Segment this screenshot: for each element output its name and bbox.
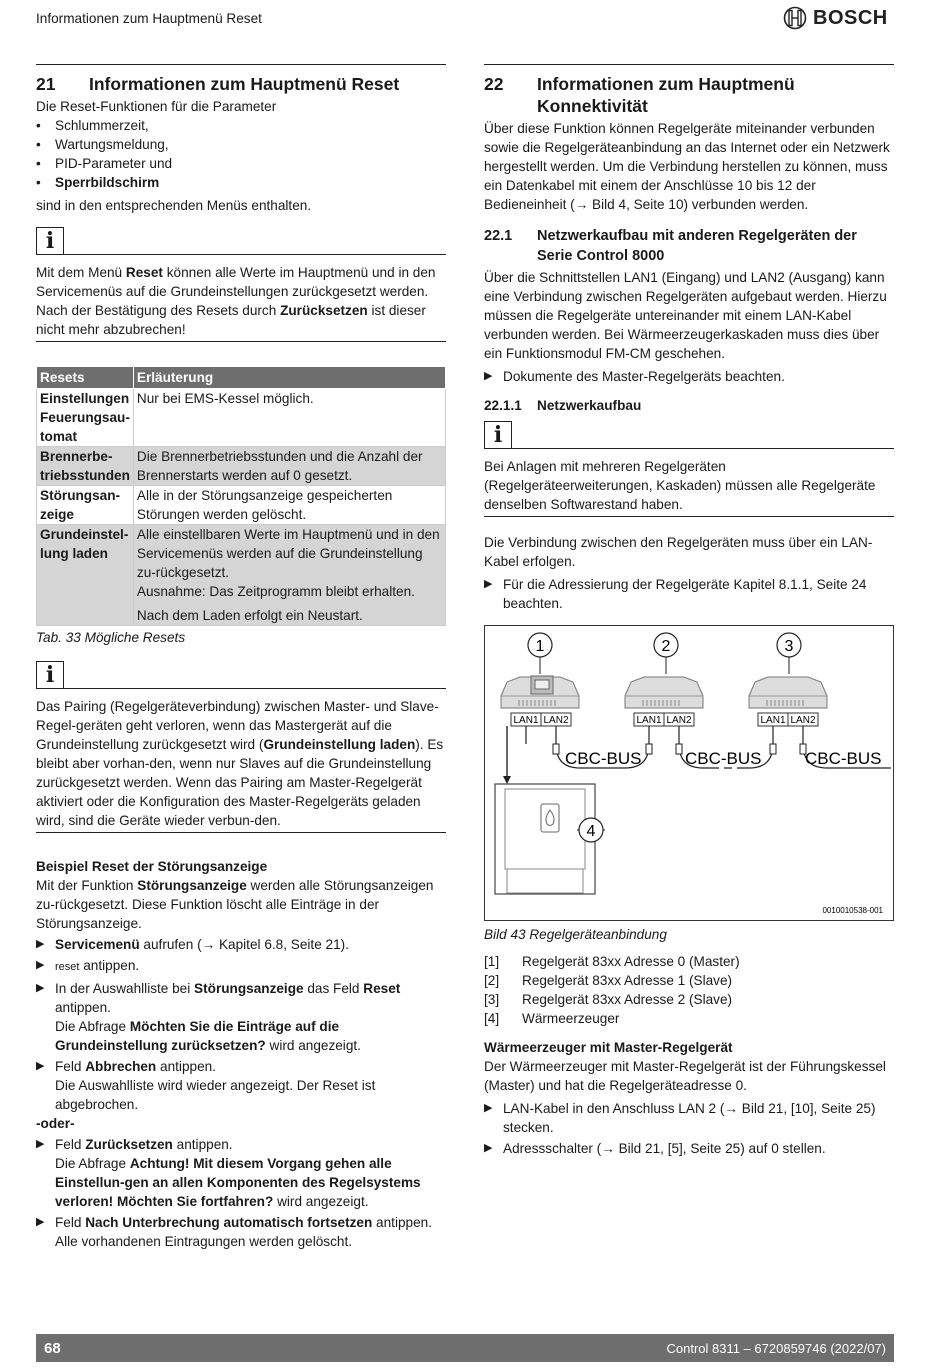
svg-text:LAN1: LAN1 xyxy=(636,715,662,726)
callout-1 xyxy=(528,633,552,674)
controller-slave-2 xyxy=(749,677,827,708)
step-item: ▶ Adressschalter (→ Bild 21, [5], Seite 25) auf 0 stellen. xyxy=(484,1141,826,1156)
table-header: Resets xyxy=(37,367,134,389)
example-heading: Beispiel Reset der Störungsanzeige xyxy=(36,859,268,874)
lan-labels xyxy=(511,713,818,726)
legend-list xyxy=(484,952,894,1028)
info-icon: i xyxy=(36,661,64,689)
info-box-pairing: i Das Pairing (Regelgeräteverbindung) zwischen Master- und Slave-Regel-geräten geht verloren, wenn das Mastergerät auf die Grundeinstellung zurückgesetzt wird (Grundeinstellung laden). Es bleibt aber vorhan-den, wenn nur Slaves auf die Grundeinstellung zurückgesetzt werden. Wenn das Pairing am Master-Regelgerät aktiviert oder die Konfiguration des Master-Regelgeräts geladen wird, sind die Geräte wieder verbun-den. xyxy=(36,661,446,833)
legend-item: [3] Regelgerät 83xx Adresse 2 (Slave) xyxy=(484,992,733,1007)
svg-text:4: 4 xyxy=(586,823,596,840)
svg-text:CBC-BUS: CBC-BUS xyxy=(565,749,642,768)
callout-2 xyxy=(654,633,678,674)
step-item: ▶ reset antippen. xyxy=(36,958,140,973)
heat-generator xyxy=(495,784,595,894)
table-header: Erläuterung xyxy=(133,367,445,389)
example-text: Mit der Funktion Störungsanzeige werden alle Störungsanzeigen zu-rückgesetzt. Diese Funktion löscht alle Einträge in der Störungsanzeige. xyxy=(36,878,434,931)
svg-text:LAN2: LAN2 xyxy=(666,715,692,726)
step-item: ▶ Feld Zurücksetzen antippen. Die Abfrage Achtung! Mit diesem Vorgang gehen alle Einstellun-gen an allen Komponenten des Regelsystems verloren! Möchten Sie fortfahren? wird angezeigt. xyxy=(36,1137,421,1209)
connectivity-text: Über diese Funktion können Regelgeräte miteinander verbunden sowie die Regelgeräteanbindung an das Internet oder ein Netzwerk hergestellt werden. Um die Verbindung herstellen zu können, muss ein Datenkabel mit einem der Anschlüsse 10 bis 12 der Bedieneinheit (→ Bild 4, Seite 10) verbunden werden. xyxy=(484,121,890,212)
section-21-heading: 21 Informationen zum Hauptmenü Reset xyxy=(36,74,400,94)
callout-3 xyxy=(777,633,801,674)
left-column xyxy=(36,64,446,1251)
svg-text:3: 3 xyxy=(784,638,794,655)
controller-master xyxy=(501,676,579,708)
list-item: • Sperrbildschirm xyxy=(36,175,160,190)
figure-code: 0010010538-001 xyxy=(822,906,883,915)
table-caption: Tab. 33 Mögliche Resets xyxy=(36,630,186,645)
section-22-heading: 22 Informationen zum Hauptmenü Konnektivität xyxy=(484,74,795,116)
brand-name: BOSCH xyxy=(813,6,888,29)
network-text: Über die Schnittstellen LAN1 (Eingang) und LAN2 (Ausgang) kann eine Verbindung zwischen Regelgeräten aufgebaut werden. Hierzu müssen die Regelgeräte untereinander mit einem LAN-Kabel verbunden werden. Bei Wärmeerzeugerkaskaden muss dies über ein Funktionsmodul FM-CM geschehen. xyxy=(484,270,887,361)
figure-caption: Bild 43 Regelgeräteanbindung xyxy=(484,927,667,942)
table-row: Einstellungen Feuerungsau-tomat Nur bei EMS-Kessel möglich. xyxy=(37,389,446,447)
svg-text:2: 2 xyxy=(661,638,671,655)
after-list-text: sind in den entsprechenden Menüs enthalten. xyxy=(36,198,312,213)
intro-text: Die Reset-Funktionen für die Parameter xyxy=(36,99,277,114)
step-item: ▶ LAN-Kabel in den Anschluss LAN 2 (→ Bild 21, [10], Seite 25) stecken. xyxy=(484,1101,876,1135)
svg-text:LAN1: LAN1 xyxy=(513,715,539,726)
legend-item: [2] Regelgerät 83xx Adresse 1 (Slave) xyxy=(484,973,733,988)
cbc-bus-labels xyxy=(565,749,882,768)
table-row: Grundeinstel-lung laden Alle einstellbaren Werte im Hauptmenü und in den Servicemenüs werden auf die Grundeinstellung zu-rückgesetzt. Ausnahme: Das Zeitprogramm bleibt erhalten. Nach dem Laden erfolgt ein Neustart. xyxy=(37,525,446,626)
svg-text:1: 1 xyxy=(535,638,545,655)
info-icon: i xyxy=(36,227,64,255)
legend-item: [4] Wärmeerzeuger xyxy=(484,1011,620,1026)
step-item: ▶ In der Auswahlliste bei Störungsanzeige das Feld Reset antippen. Die Abfrage Möchten Sie die Einträge auf die Grundeinstellung zurücksetzen? wird angezeigt. xyxy=(36,981,401,1053)
info-icon: i xyxy=(484,421,512,449)
list-item: • PID-Parameter und xyxy=(36,156,173,171)
section-22-1-1-heading: 22.1.1 Netzwerkaufbau xyxy=(484,398,642,413)
section-22-1-heading: 22.1 Netzwerkaufbau mit anderen Regelgeräten der Serie Control 8000 xyxy=(484,228,857,264)
step-item: ▶ Für die Adressierung der Regelgeräte Kapitel 8.1.1, Seite 24 beachten. xyxy=(484,577,867,611)
list-item: • Wartungsmeldung, xyxy=(36,137,169,152)
right-column xyxy=(484,64,894,1158)
bosch-logo xyxy=(783,6,888,30)
svg-text:LAN2: LAN2 xyxy=(790,715,816,726)
list-item: • Schlummerzeit, xyxy=(36,118,149,133)
callout-4-circle xyxy=(579,818,603,842)
master-text: Der Wärmeerzeuger mit Master-Regelgerät ist der Führungskessel (Master) und hat die Regelgeräteadresse 0. xyxy=(484,1059,886,1093)
lan-text: Die Verbindung zwischen den Regelgeräten muss über ein LAN-Kabel erfolgen. xyxy=(484,535,873,569)
table-row: Störungsan-zeige Alle in der Störungsanzeige gespeicherten Störungen werden gelöscht. xyxy=(37,486,446,525)
svg-text:CBC-BUS: CBC-BUS xyxy=(805,749,882,768)
svg-text:CBC-BUS: CBC-BUS xyxy=(685,749,762,768)
page-header-title: Informationen zum Hauptmenü Reset xyxy=(36,11,262,26)
oder-text: -oder- xyxy=(36,1116,75,1131)
svg-text:LAN2: LAN2 xyxy=(543,715,569,726)
document-id: Control 8311 – 6720859746 (2022/07) xyxy=(666,1340,886,1356)
bosch-armature-icon xyxy=(783,6,807,30)
page-number: 68 xyxy=(44,1339,61,1357)
step-item: ▶ Servicemenü aufrufen (→ Kapitel 6.8, Seite 21). xyxy=(36,937,349,952)
svg-text:LAN1: LAN1 xyxy=(760,715,786,726)
network-diagram xyxy=(484,625,894,921)
step-item: ▶ Feld Abbrechen antippen. Die Auswahlliste wird wieder angezeigt. Der Reset ist abgebrochen. xyxy=(36,1059,376,1112)
master-heading: Wärmeerzeuger mit Master-Regelgerät xyxy=(484,1040,733,1055)
legend-item: [1] Regelgerät 83xx Adresse 0 (Master) xyxy=(484,954,740,969)
step-item: ▶ Dokumente des Master-Regelgeräts beachten. xyxy=(484,369,785,384)
page-footer xyxy=(36,1334,894,1362)
info-box-software: i Bei Anlagen mit mehreren Regelgeräten (Regelgeräteerweiterungen, Kaskaden) müssen alle Regelgeräte denselben Softwarestand haben. xyxy=(484,421,894,517)
step-item: ▶ Feld Nach Unterbrechung automatisch fortsetzen antippen. Alle vorhandenen Eintragungen werden gelöscht. xyxy=(36,1215,432,1249)
info-box-reset: i Mit dem Menü Reset können alle Werte im Hauptmenü und in den Servicemenüs auf die Grundeinstellungen zurückgesetzt werden. Nach der Bestätigung des Resets durch Zurücksetzen ist dieser nicht mehr abzubrechen! xyxy=(36,227,446,342)
controller-slave-1 xyxy=(625,677,703,708)
resets-table xyxy=(36,366,446,626)
table-row: Brennerbe-triebsstunden Die Brennerbetriebsstunden und die Anzahl der Brennerstarts werden auf 0 gesetzt. xyxy=(37,447,446,486)
